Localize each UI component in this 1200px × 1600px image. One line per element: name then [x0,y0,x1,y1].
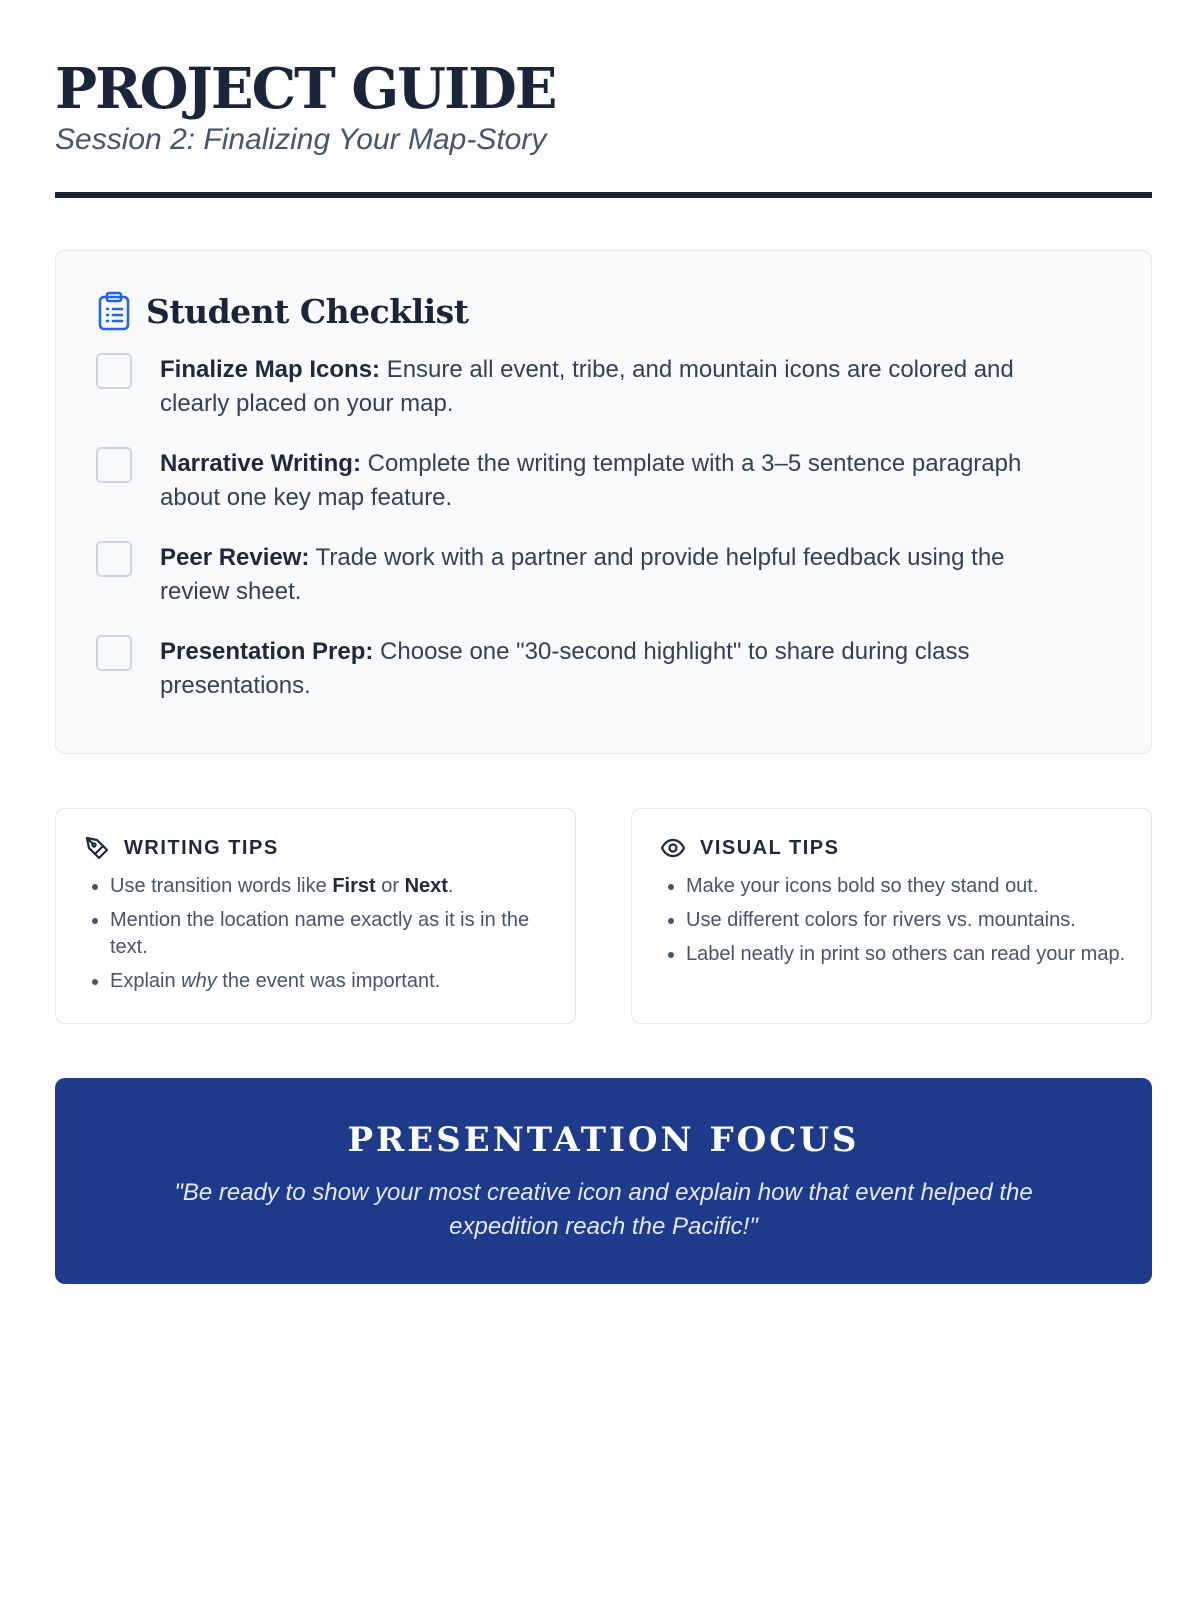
checklist-item-description: Trade work with a partner and provide helpful feedback using the review sheet. [160,544,1005,605]
tip-emphasis: Next [404,875,448,897]
tip-emphasis: why [181,970,217,992]
list-item: • Mention the location name exactly as it is in the text. [110,907,551,961]
list-item [110,968,551,995]
checklist-item-narrative-writing [96,447,1111,515]
visual-tips-title: VISUAL TIPS [700,836,840,859]
clipboard-list-icon [96,291,132,331]
checklist-item-label: Peer Review: [160,544,310,571]
page-subtitle: Session 2: Finalizing Your Map-Story [55,123,547,156]
presentation-focus-banner [55,1078,1152,1284]
tip-text: or [375,875,405,897]
presentation-focus-quote: "Be ready to show your most creative icon and explain how that event helped the expedition reach the Pacific!" [174,1179,1033,1240]
writing-tips-header [84,835,551,861]
checkbox-presentation-prep[interactable] [96,635,132,671]
checklist-item-label: Finalize Map Icons: [160,356,381,383]
writing-tips-list [84,873,551,995]
list-item: • Use different colors for rivers vs. mountains. [686,907,1127,934]
checkbox-map-icons[interactable] [96,353,132,389]
list-item: • Label neatly in print so others can read your map. [686,941,1127,968]
checklist-item-map-icons [96,353,1111,421]
visual-tips-list [660,873,1127,968]
tips-row [55,808,1152,1024]
checklist-header [96,291,1111,331]
list-item [110,873,551,900]
checklist-item-description: Choose one "30-second highlight" to share during class presentations. [160,638,970,699]
checklist-title: Student Checklist [146,291,469,331]
eye-icon [660,835,686,861]
checklist-item-label: Presentation Prep: [160,638,374,665]
writing-tips-title: WRITING TIPS [124,836,279,859]
writing-tips-card [55,808,576,1024]
pen-tool-icon [84,835,110,861]
presentation-focus-title: PRESENTATION FOCUS [347,1120,860,1160]
tip-emphasis: First [332,875,376,897]
checklist-item-description: Ensure all event, tribe, and mountain icons are colored and clearly placed on your map. [160,356,1014,417]
project-guide-page [55,0,1152,1284]
tip-text: . [447,875,454,897]
checklist-item-text [160,447,1060,515]
checklist-item-peer-review [96,541,1111,609]
checklist-item-text [160,541,1060,609]
visual-tips-header [660,835,1127,861]
list-item: • Make your icons bold so they stand out. [686,873,1127,900]
student-checklist-card [55,250,1152,754]
page-title: PROJECT GUIDE [55,56,556,122]
tip-text: the event was important. [216,970,441,992]
checklist-item-text [160,353,1060,421]
checkbox-narrative-writing[interactable] [96,447,132,483]
checklist-item-description: Complete the writing template with a 3–5 sentence paragraph about one key map feature. [160,450,1022,511]
checkbox-peer-review[interactable] [96,541,132,577]
tip-text: Use transition words like [110,875,333,897]
checklist-item-presentation-prep [96,635,1111,703]
visual-tips-card [631,808,1152,1024]
header-divider [55,192,1152,198]
page-header [55,0,1152,198]
checklist-item-text [160,635,1060,703]
tip-text: Explain [110,970,182,992]
checklist-item-label: Narrative Writing: [160,450,361,477]
